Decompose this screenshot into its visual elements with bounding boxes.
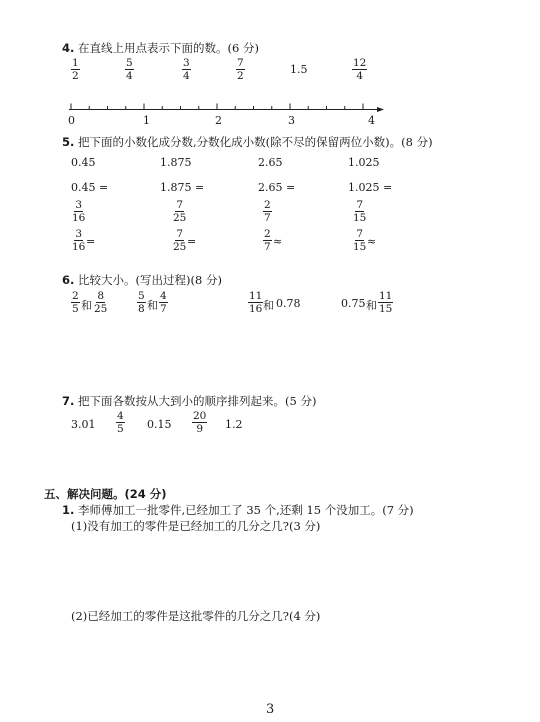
q4-item-4: $\frac{7}{2}$ xyxy=(237,57,244,82)
q4-item-3: $\frac{3}{4}$ xyxy=(183,57,190,82)
q5-decimal-eq-4: 1.025 = xyxy=(348,181,393,194)
axis-label-4: 4 xyxy=(368,114,375,127)
axis-label-3: 3 xyxy=(288,114,295,127)
q5-fraction-2: $\frac{7}{25}$ xyxy=(173,199,187,224)
number-line-arrow xyxy=(377,107,384,112)
q6-pair-1-b: $\frac{8}{25}$ xyxy=(94,290,108,315)
q4-number: 4. xyxy=(62,41,75,55)
q5-fraction-eq-2-op: = xyxy=(187,235,197,248)
q6-pair-2-a: $\frac{5}{8}$ xyxy=(138,290,145,315)
q5-fraction-eq-2: $\frac{7}{25}$ xyxy=(173,228,187,253)
q6-pair-4-and: 和 xyxy=(366,299,377,312)
q6-pair-2-and: 和 xyxy=(147,299,158,312)
q5-decimal-1: 0.45 xyxy=(71,156,96,169)
q4-item-1: $\frac{1}{2}$ xyxy=(72,57,79,82)
problem-1-text: 李师傅加工一批零件,已经加工了 35 个,还剩 15 个没加工。(7 分) xyxy=(78,503,414,517)
axis-label-2: 2 xyxy=(215,114,222,127)
q6-pair-3-a: $\frac{11}{16}$ xyxy=(249,290,263,315)
q7-item-1: 3.01 xyxy=(71,418,96,431)
q5-prompt xyxy=(62,134,433,150)
q6-prompt xyxy=(62,272,222,288)
q5-number: 5. xyxy=(62,135,75,149)
problem-1-prompt xyxy=(62,502,414,518)
axis-label-1: 1 xyxy=(143,114,150,127)
q5-decimal-3: 2.65 xyxy=(258,156,283,169)
q5-fraction-3: $\frac{2}{7}$ xyxy=(264,199,271,224)
q7-text: 把下面各数按从大到小的顺序排列起来。(5 分) xyxy=(78,394,317,408)
page-number: 3 xyxy=(266,702,275,717)
q5-fraction-eq-4: $\frac{7}{15}$ xyxy=(353,228,367,253)
q6-pair-1-and: 和 xyxy=(81,299,92,312)
axis-label-0: 0 xyxy=(68,114,75,127)
q6-text: 比较大小。(写出过程)(8 分) xyxy=(78,273,222,287)
q4-item-2: $\frac{5}{4}$ xyxy=(126,57,133,82)
q6-pair-4-a: 0.75 xyxy=(341,297,366,310)
q6-pair-3-b: 0.78 xyxy=(276,297,301,310)
q6-pair-3-and: 和 xyxy=(263,299,274,312)
q6-pair-1-a: $\frac{2}{5}$ xyxy=(72,290,79,315)
q5-decimal-2: 1.875 xyxy=(160,156,192,169)
q6-number: 6. xyxy=(62,273,75,287)
number-line xyxy=(0,0,540,130)
q4-item-6: $\frac{12}{4}$ xyxy=(353,57,367,82)
section-5-title: 五、解决问题。(24 分) xyxy=(44,487,167,501)
q6-pair-4-b: $\frac{11}{15}$ xyxy=(379,290,393,315)
q5-fraction-eq-3-op: ≈ xyxy=(273,235,283,248)
q5-decimal-eq-3: 2.65 = xyxy=(258,181,296,194)
q5-fraction-eq-3: $\frac{2}{7}$ xyxy=(264,228,271,253)
q7-prompt xyxy=(62,393,316,409)
q5-fraction-eq-4-op: ≈ xyxy=(367,235,377,248)
q7-item-2: $\frac{4}{5}$ xyxy=(117,410,124,435)
q5-decimal-4: 1.025 xyxy=(348,156,380,169)
q5-decimal-eq-1: 0.45 = xyxy=(71,181,109,194)
q4-text: 在直线上用点表示下面的数。(6 分) xyxy=(78,41,259,55)
q7-number: 7. xyxy=(62,394,75,408)
q5-fraction-4: $\frac{7}{15}$ xyxy=(353,199,367,224)
q5-fraction-eq-1-op: = xyxy=(86,235,96,248)
problem-1-number: 1. xyxy=(62,503,75,517)
q6-pair-2-b: $\frac{4}{7}$ xyxy=(160,290,167,315)
q5-text: 把下面的小数化成分数,分数化成小数(除不尽的保留两位小数)。(8 分) xyxy=(78,135,433,149)
q7-item-3: 0.15 xyxy=(147,418,172,431)
q5-decimal-eq-2: 1.875 = xyxy=(160,181,205,194)
q5-fraction-1: $\frac{3}{16}$ xyxy=(72,199,86,224)
problem-1-sub-2: (2)已经加工的零件是这批零件的几分之几?(4 分) xyxy=(71,609,321,623)
q4-item-5: 1.5 xyxy=(290,63,308,76)
q7-item-5: 1.2 xyxy=(225,418,243,431)
q5-fraction-eq-1: $\frac{3}{16}$ xyxy=(72,228,86,253)
problem-1-sub-1: (1)没有加工的零件是已经加工的几分之几?(3 分) xyxy=(71,519,321,533)
q7-item-4: $\frac{20}{9}$ xyxy=(193,410,207,435)
